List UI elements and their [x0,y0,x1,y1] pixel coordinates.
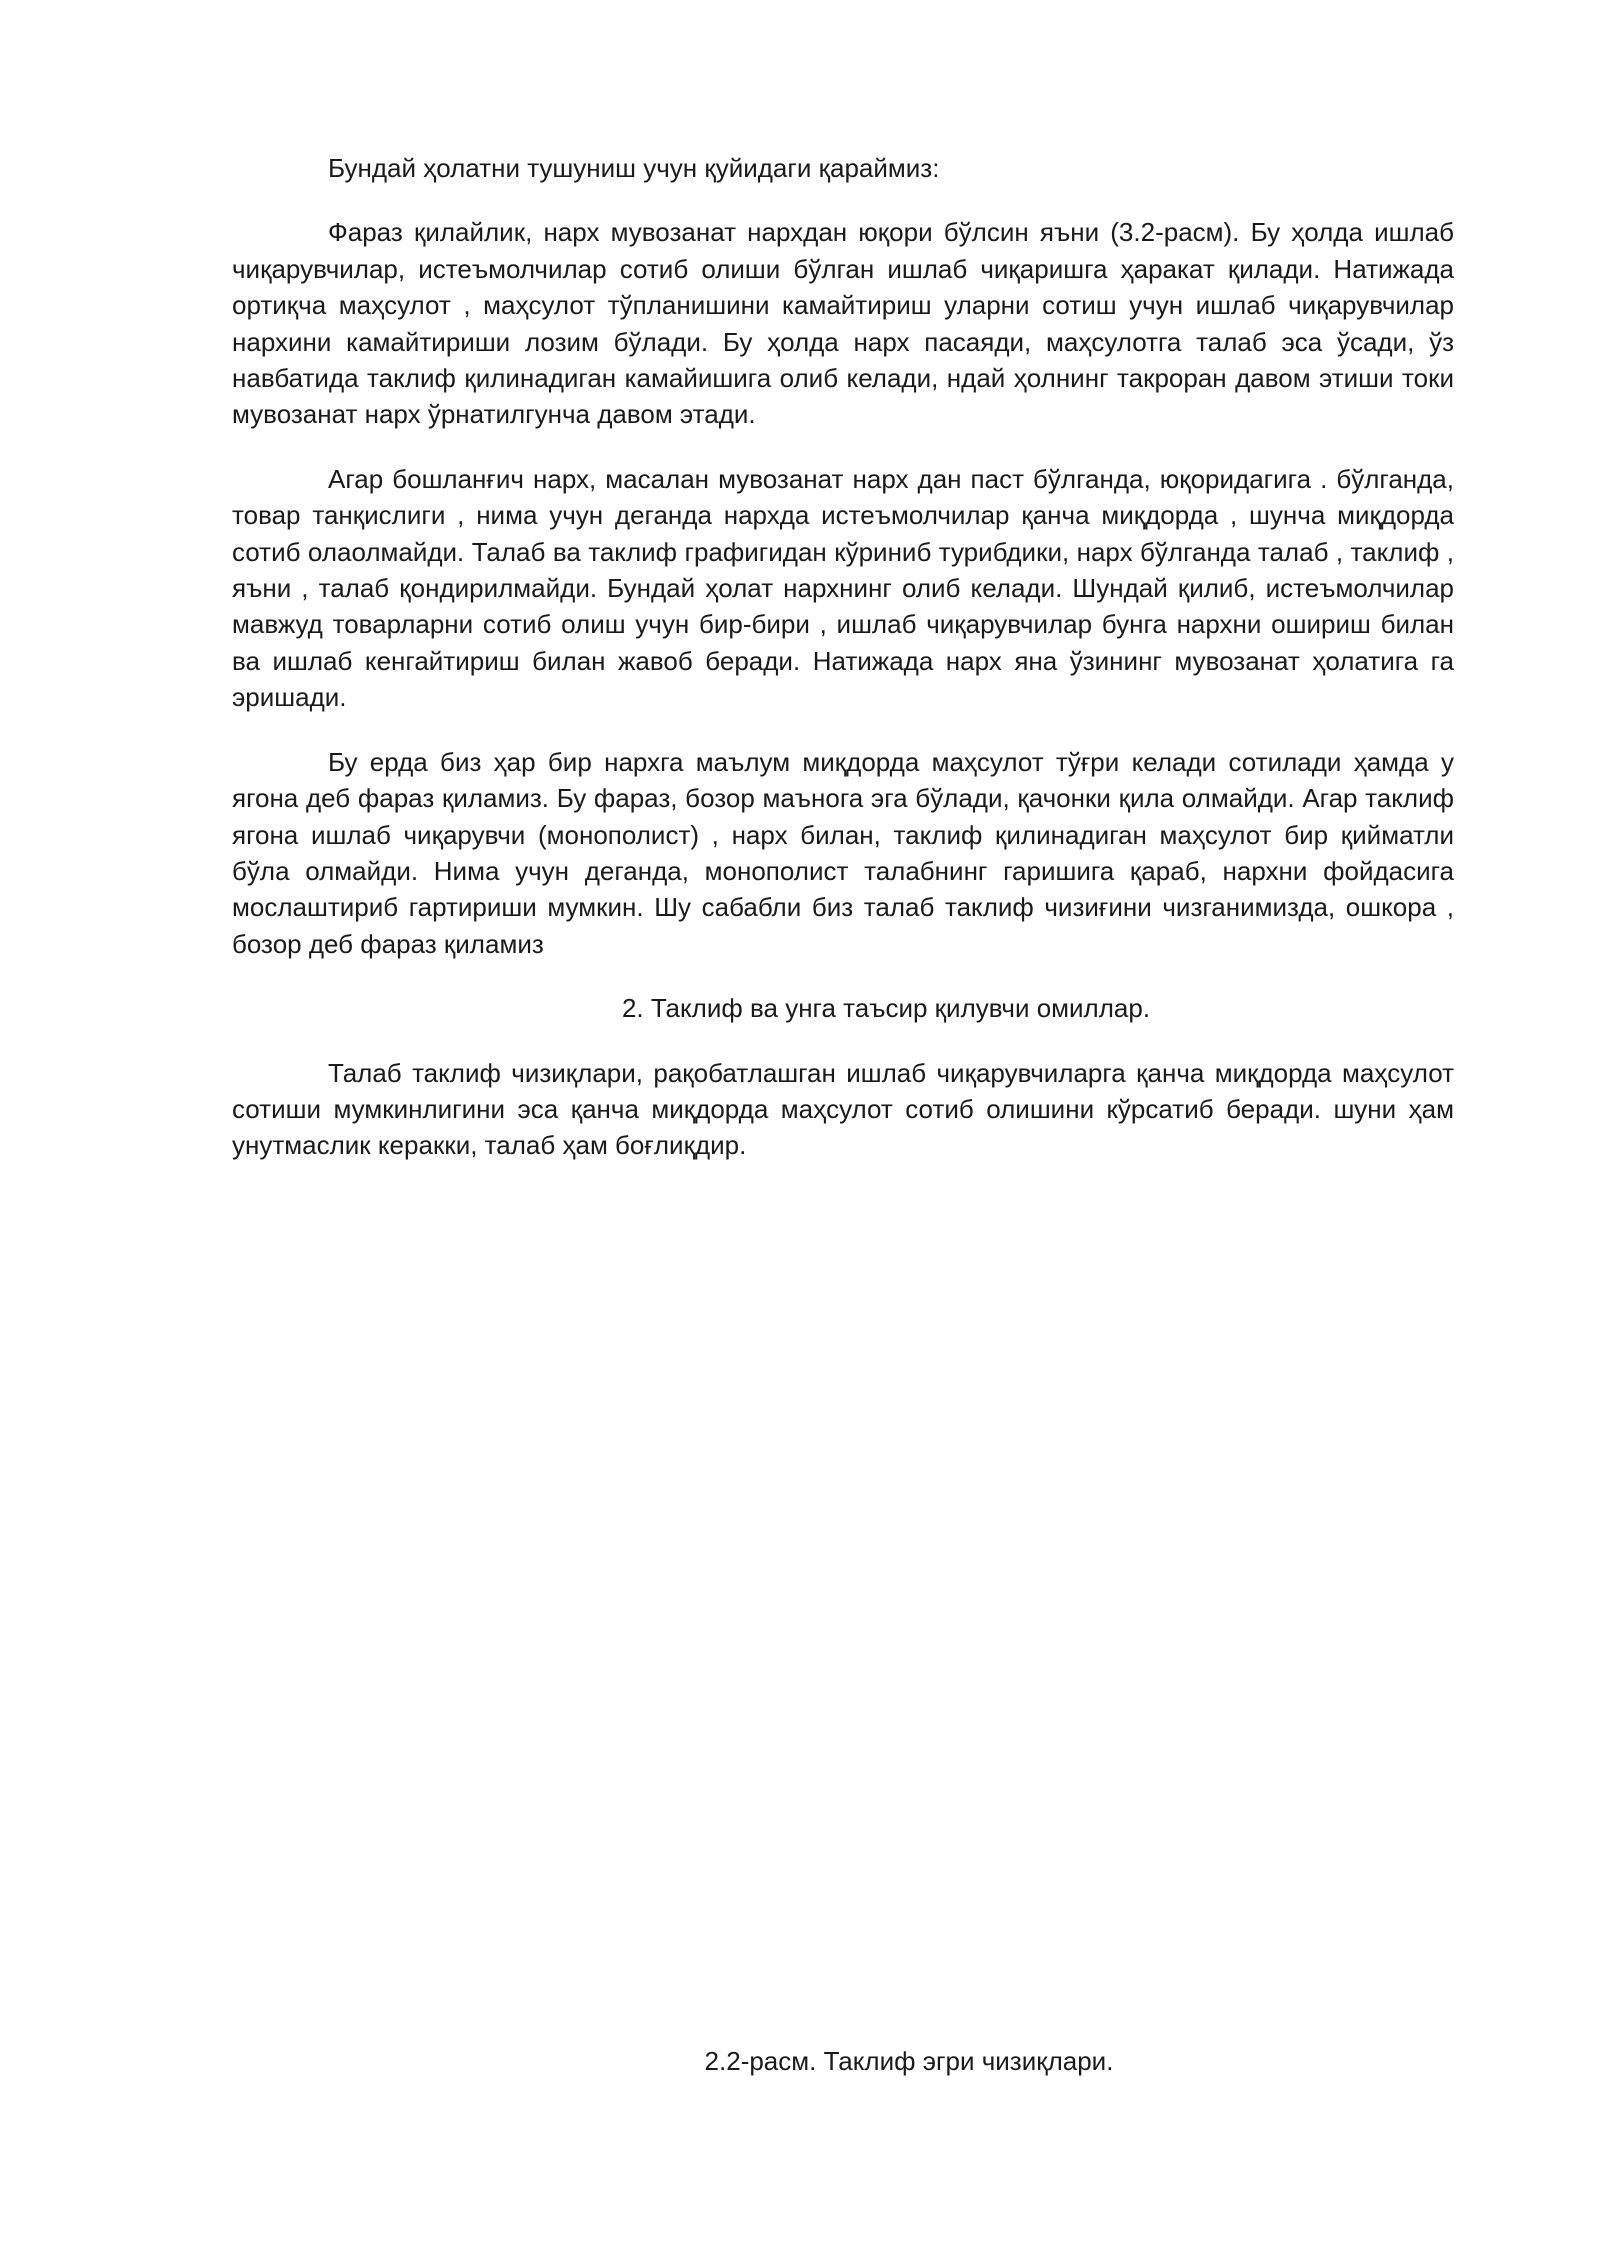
section-heading: 2. Таклиф ва унга таъсир қилувчи омиллар. [621,993,1151,1024]
document-body [232,150,1454,1192]
figure-caption: 2.2-расм. Таклиф эгри чизиқлари. [704,2046,1114,2076]
paragraph-high-price: Фараз қилайлик, нарх мувозанат нархдан юқори бўлсин яъни (3.2-расм). Бу ҳолда ишлаб чиқарувчилар, истеъмолчилар сотиб олиши бўлган ишлаб чиқаришга ҳаракат қилади. Натижада ортиқча маҳсулот , маҳсулот тўпланишини камайтириш уларни сотиш учун ишлаб чиқарувчилар нархини камайтириши лозим бўлади. Бу ҳолда нарх пасаяди, маҳсулотга талаб эса ўсади, ўз навбатида таклиф қилинадиган камайишига олиб келади, ндай ҳолнинг такроран давом этиши токи мувозанат нарх ўрнатилгунча давом этади. [232,217,1454,430]
paragraph-low-price: Агар бошланғич нарх, масалан мувозанат нарх дан паст бўлганда, юқоридагига . бўлганда, товар танқислиги , нима учун деганда нархда истеъмолчилар қанча миқдорда , шунча миқдорда сотиб олаолмайди. Талаб ва таклиф графигидан кўриниб турибдики, нарх бўлганда талаб , таклиф , яъни , талаб қондирилмайди. Бундай ҳолат нархнинг олиб келади. Шундай қилиб, истеъмолчилар мавжуд товарларни сотиб олиш учун бир-бири , ишлаб чиқарувчилар бунга нархни ошириш билан ва ишлаб кенгайтириш билан жавоб беради. Натижада нарх яна ўзининг мувозанат ҳолатига га эришади. [232,463,1454,713]
paragraph-assumption: Бу ерда биз ҳар бир нархга маълум миқдорда маҳсулот тўғри келади сотилади ҳамда у ягона деб фараз қиламиз. Бу фараз, бозор маънога эга бўлади, қачонки қила олмайди. Агар таклиф ягона ишлаб чиқарувчи (монополист) , нарх билан, таклиф қилинадиган маҳсулот бир қийматли бўла олмайди. Нима учун деганда, монополист талабнинг гаришига қараб, нархни фойдасига мослаштириб гартириши мумкин. Шу сабабли биз талаб таклиф чизиғини чизганимизда, ошкора , бозор деб фараз қиламиз [232,746,1454,959]
paragraph-intro: Бундай ҳолатни тушуниш учун қуйидаги қараймиз: [328,153,940,183]
paragraph-supply-lines: Талаб таклиф чизиқлари, рақобатлашган ишлаб чиқарувчиларга қанча миқдорда маҳсулот сотиши мумкинлигини эса қанча миқдорда маҳсулот сотиб олишини кўрсатиб беради. шуни ҳам унутмаслик керакки, талаб ҳам боғлиқдир. [232,1057,1454,1161]
